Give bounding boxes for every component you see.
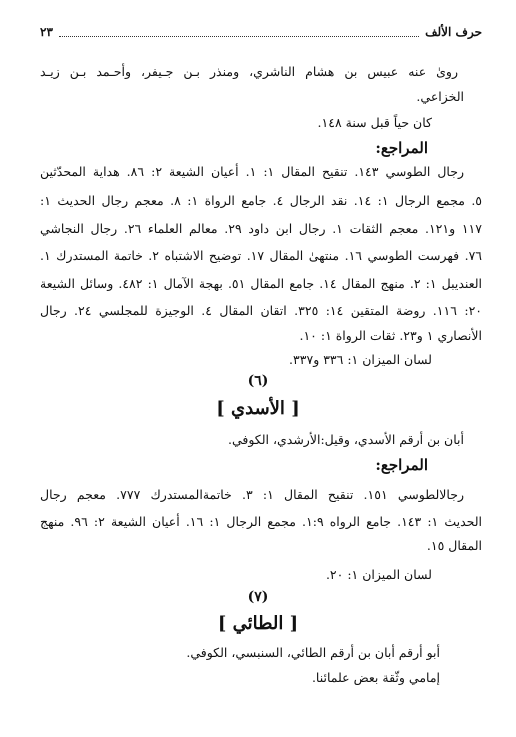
reference-line: العنديبل ١: ٢. منهج المقال ١٤. جامع المقال ٥١. بهجة الآمال ١: ٤٨٢. وسائل الشيعة	[40, 276, 482, 291]
reference-line: ٢٠: ١١٦. روضة المتقين ١٤: ٣٢٥. اتقان المقال ٤. الوجيزة للمجلسي ٢٤. رجال	[40, 303, 482, 318]
reference-line: رجالالطوسي ١٥١. تنقيح المقال ١: ٣. خاتمةالمستدرك ٧٧٧. معجم رجال	[40, 487, 464, 502]
text-line: أبان بن أرقم الأسدي، وقيل:الأرشدي، الكوفي.	[227, 432, 464, 447]
text-line: إمامي وثّقة بعض علمائنا.	[311, 670, 440, 685]
text-line: أبو أرقم أبان بن أرقم الطائي، السنبسي، الكوفي.	[186, 645, 440, 660]
text-line: رویٰ عنه عبيس بن هشام الناشري، ومنذر بـن جـيفر، وأحـمد بـن زيـد	[40, 64, 458, 79]
reference-line: رجال الطوسي ١٤٣. تنقيح المقال ١: ١. أعيان الشيعة ٢: ٨٦. هداية المحدّثين	[40, 164, 464, 179]
entry-title: [ الأسدي ]	[216, 398, 300, 419]
entry-title: [ الطائي ]	[217, 613, 299, 634]
page-header	[40, 22, 482, 42]
page-number: ٢٣	[40, 25, 53, 39]
reference-line: لسان الميزان ١: ٢٠.	[325, 567, 432, 582]
section-heading-references: المراجع:	[375, 456, 428, 474]
reference-line: ١١٧ و١٢١. معجم الثقات ١. رجال ابن داود ٢٩. معالم العلماء ٢٦. رجال النجاشي	[40, 221, 482, 236]
running-title: حرف الألف	[425, 25, 482, 39]
text-line: كان حياً قبل سنة ١٤٨.	[317, 115, 432, 130]
reference-line: الأنصاري ١ و٢٣. ثقات الرواة ١: ١٠.	[299, 328, 482, 343]
header-dotted-leader	[59, 28, 419, 37]
entry-number: (٧)	[247, 589, 269, 605]
section-heading-references: المراجع:	[375, 139, 428, 157]
entry-number: (٦)	[247, 373, 269, 389]
reference-line: الحديث ١: ١٤٣. جامع الرواه ١:٩. مجمع الرجال ١: ١٦. أعيان الشيعة ٢: ٩٦. منهج	[40, 514, 482, 529]
reference-line: ٥. مجمع الرجال ١: ١٤. نقد الرجال ٤. جامع الرواة ١: ٨. معجم رجال الحديث ١:	[40, 193, 482, 208]
reference-line: ٧٦. فهرست الطوسي ١٦. منتهىٰ المقال ١٧. توضيح الاشتباه ٢. خاتمة المستدرك ١.	[40, 248, 482, 263]
reference-line: لسان الميزان ١: ٣٣٦ و٣٣٧.	[289, 352, 432, 367]
reference-line: المقال ١٥.	[426, 538, 482, 553]
text-line: الخزاعي.	[416, 89, 464, 104]
